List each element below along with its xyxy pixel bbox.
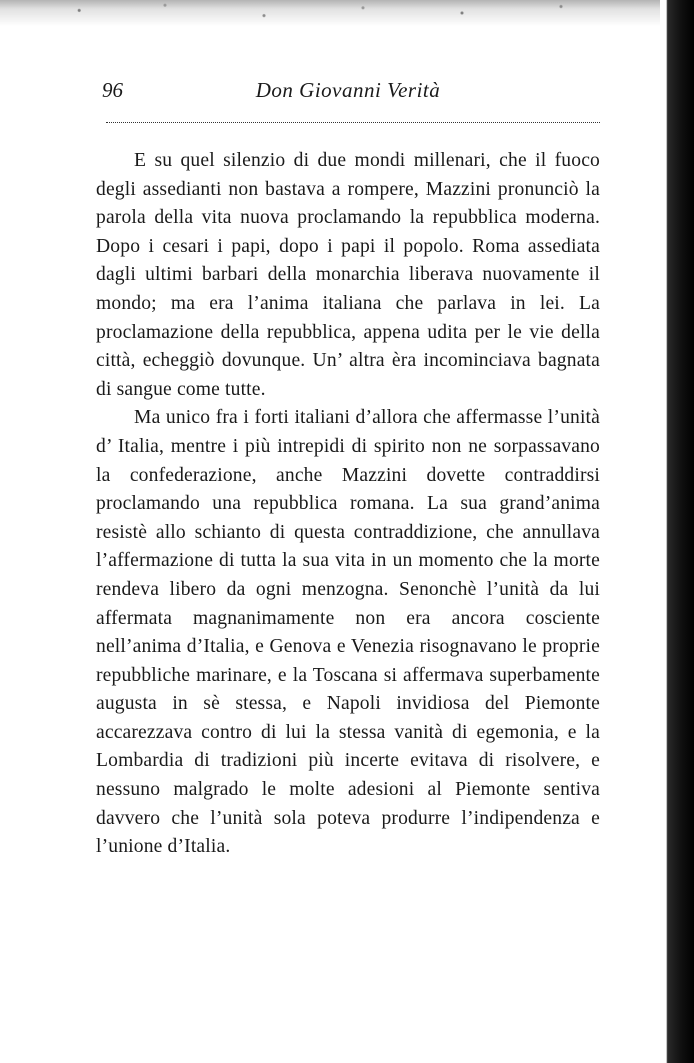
- page-header: [96, 70, 600, 106]
- scan-noise-top: [0, 0, 660, 26]
- running-title: Don Giovanni Verità: [255, 78, 441, 102]
- book-page: [96, 70, 600, 862]
- header-rule: [106, 122, 600, 123]
- paragraph: Ma unico fra i forti italiani d’allora che affermasse l’unità d’ Italia, mentre i più intrepidi di spirito non ne sorpassavano la confederazione, anche Mazzini dovette contraddirsi proclamando una repubblica romana. La sua grand’anima resistè allo schianto di questa contraddizione, che annullava l’affermazione di tutta la sua vita in un momento che la morte rendeva libero da ogni menzogna. Senonchè l’unità da lui affermata magnanimamente non era ancora cosciente nell’anima d’Italia, e Genova e Venezia risognavano le proprie repubbliche marinare, e la Toscana si affermava superbamente augusta in sè stessa, e Napoli invidiosa del Piemonte accarezzava contro di lui la stessa vanità di egemonia, e la Lombardia di tradizioni più incerte evitava di risolvere, e nessuno malgrado le molte adesioni al Piemonte sentiva davvero che l’unità sola poteva produrre l’indipendenza e l’unione d’Italia.: [96, 407, 600, 858]
- paragraph: E su quel silenzio di due mondi millenari, che il fuoco degli assedianti non bastava a rompere, Mazzini pronunciò la parola della vita nuova proclamando la repubblica moderna. Dopo i cesari i papi, dopo i papi il popolo. Roma assediata dagli ultimi barbari della monarchia liberava nuovamente il mondo; ma era l’anima italiana che parlava in lei. La proclamazione della repubblica, appena udita per le vie della città, echeggiò dovunque. Un’ altra èra incominciava bagnata di sangue come tutte.: [96, 150, 600, 400]
- page-edge-shadow: [660, 0, 694, 1063]
- body-text: [96, 147, 600, 862]
- page-number: 96: [102, 78, 123, 102]
